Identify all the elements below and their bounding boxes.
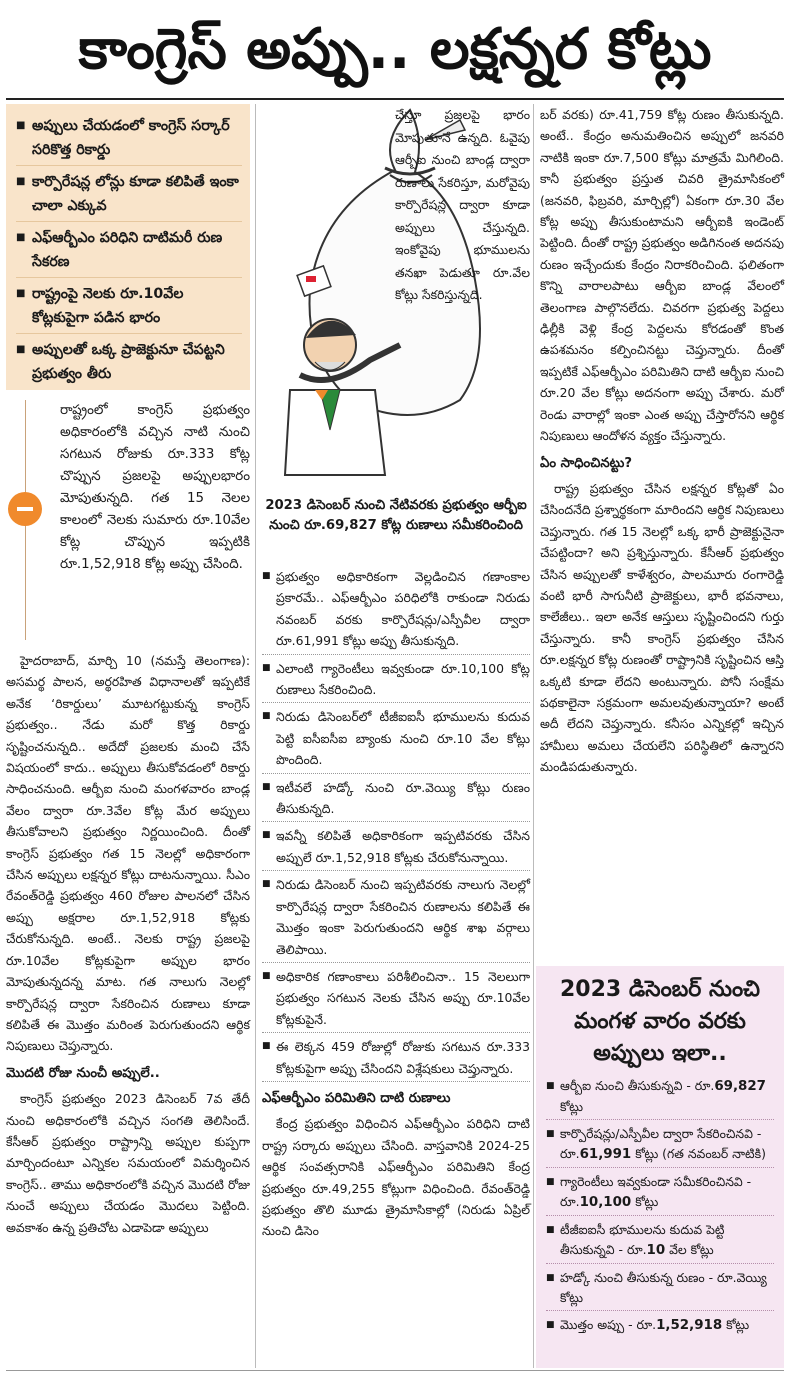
list-item: ■ ఈ లెక్కన 459 రోజుల్లో రోజుకు సగటున రూ.333 కోట్లకుపైగా అప్పు చేసిందని విశ్లేషకులు చెప్తున్నారు. — [262, 1036, 530, 1082]
article-paragraph: బర్ వరకు) రూ.41,759 కోట్ల రుణం తీసుకున్నది. అంటే.. కేంద్రం అనుమతించిన అప్పులో జనవరి నాటికి ఇంకా రూ.7,500 కోట్లు మాత్రమే మిగిలింది. కానీ ప్రభుత్వం ప్రస్తుత చివరి త్రైమాసికంలో (జనవరి, ఫిబ్రవరి, మార్చిల్లో) ఏకంగా రూ.30 వేల కోట్ల అప్పు తీసుకుంటామని ఆర్బీఐకి ఇండెంట్ పెట్టింది. దీంతో రాష్ట్ర ప్రభుత్వం అడిగినంత అదనపు రుణం ఇచ్చేందుకు కేంద్రం నిరాకరించింది. ఫలితంగా కొన్ని వారాలపాటు ఆర్బీఐ బాండ్ల వేలంలో తెలంగాణ పాల్గొనలేదు. చివరగా ప్రభుత్వ పెద్దలు ఢిల్లీకి వెళ్లి కేంద్ర పెద్దలను కోరడంతో కొంత ఉపశమనం కల్పించినట్టు చెప్తున్నారు. దీంతో ఇప్పటికే ఎఫ్ఆర్బీఎం పరిమితిని దాటి ఆర్బీఐ నుంచి రూ.20 వేల కోట్లు అదనంగా అప్పు చేశారు. మరో రెండు వారాల్లో ఇంకా ఎంత అప్పు చేస్తారోనని ఆర్థిక నిపుణులు ఆందోళన వ్యక్తం చేస్తున్నారు. — [540, 107, 784, 444]
article-paragraph: హైదరాబాద్, మార్చి 10 (నమస్తే తెలంగాణ): అసమర్థ పాలన, అర్థరహిత విధానాలతో ఇప్పటికే అనేక ‘రికార్డులు’ మూటగట్టుకున్న కాంగ్రెస్ ప్రభుత్వం.. నేడు మరో కొత్త రికార్డు సృష్టించనున్నది.. అదేదో ప్రజలకు మంచి చేసే విషయంలో కాదు.. అప్పులు తీసుకోవడంలో రికార్డు సాధించనుంది. ఆర్బీఐ నుంచి మంగళవారం బాండ్ల వేలం ద్వారా రూ.3వేల కోట్ల మేర అప్పులు తీసుకోవాలని ప్రభుత్వం నిర్ణయించింది. దీంతో కాంగ్రెస్ ప్రభుత్వం గత 15 నెలల్లో అధికారంగా చేసిన అప్పులు లక్షన్నర కోట్లు దాటనున్నాయి. సీఎం రేవంత్‌రెడ్డి ప్రభుత్వం 460 రోజుల పాలనలో చేసిన అప్పు అక్షరాల రూ.1,52,918 కోట్లకు చేరుకోనున్నది. అంటే.. నెలకు రాష్ట్ర ప్రజలపై రూ.10వేల కోట్లకుపైగా అప్పుల భారం మోపుతున్నదన్న మాట. గత నాలుగు నెలల్లో కార్పొరేషన్ల ద్వారా సేకరించిన రుణాలు కూడా కలిపితే ఈ మొత్తం మరింత పెరుగుతుందని ఆర్థిక నిపుణులు చెప్తున్నారు. — [6, 653, 250, 1054]
minus-icon — [8, 492, 42, 526]
debt-bullet-list — [262, 566, 530, 1082]
highlight-item: ■ ఎఫ్ఆర్బీఎం పరిధిని దాటిమరీ రుణ సేకరణ — [16, 226, 242, 278]
list-item: ■ అధికారిక గణాంకాలు పరిశీలించినా.. 15 నెలలుగా ప్రభుత్వం సగటున నెలకు చేసిన అప్పు రూ.10వేల కోట్లకుపైనే. — [262, 966, 530, 1033]
column-divider — [533, 104, 534, 1368]
highlights-list — [16, 114, 242, 389]
column-3 — [540, 104, 784, 782]
debt-summary-list — [546, 1076, 774, 1338]
highlight-item: ■ రాష్ట్రంపై నెలకు రూ.10వేల కోట్లకుపైగా పడిన భారం — [16, 282, 242, 334]
subheading: మొదటి రోజు నుంచీ అప్పులే.. — [6, 1065, 160, 1081]
highlights-box — [6, 104, 250, 390]
article-paragraph: కాంగ్రెస్ ప్రభుత్వం 2023 డిసెంబర్ 7వ తేదీ నుంచి అధికారంలోకి వచ్చిన సంగతి తెలిసిందే. కేసీఆర్ ప్రభుత్వం రాష్ట్రాన్ని అప్పుల కుప్పగా మార్చిందంటూ ఎన్నికల సమయంలో విమర్శించిన కాంగ్రెస్.. తాము అధికారంలోకి వచ్చిన మొదటి రోజు నుంచే అప్పులు చేయడం మొదలు పెట్టింది. అవకాశం ఉన్న ప్రతిచోట ఎడాపెడా అప్పులు — [6, 1091, 250, 1235]
column-2 — [262, 566, 530, 1246]
article-paragraph: రాష్ట్ర ప్రభుత్వం చేసిన లక్షన్నర కోట్లతో ఏం చేసిందనేది ప్రశ్నార్థకంగా మారిందని ఆర్థిక నిపుణులు చెప్తున్నారు. గత 15 నెలల్లో ఒక్క భారీ ప్రాజెక్టునైనా చేపట్టిందా? అని ప్రశ్నిస్తున్నారు. కేసీఆర్ ప్రభుత్వం చేసిన అప్పులతో కాళేశ్వరం, పాలమూరు రంగారెడ్డి వంటి భారీ సాగునీటి ప్రాజెక్టులు, భారీ భవనాలు, కాలేజీలు.. ఇలా అనేక ఆస్తులు సృష్టించిందని గుర్తు చేస్తున్నారు. కానీ కాంగ్రెస్ ప్రభుత్వం చేసిన రూ.లక్షన్నర కోట్ల రుణంతో రాష్ట్రానికి సృష్టించిన ఆస్తి ఒక్కటి కూడా లేదని అంటున్నారు. పోనీ సంక్షేమ పథకాలైనా సక్రమంగా అమలవుతున్నాయా? అంటే అదీ లేదని చెప్తున్నారు. కనీసం ఎన్నికల్లో ఇచ్చిన హామీలు అమలు చేయలేని పరిస్థితిలో ఉన్నారని మండిపడుతున్నారు. — [540, 480, 784, 775]
list-item: ■ గ్యారెంటీలు ఇవ్వకుండా సమీకరించినవి - రూ.10,100 కోట్లు — [546, 1172, 774, 1216]
list-item: ■ హడ్కో నుంచి తీసుకున్న రుణం - రూ.వెయ్యి కోట్లు — [546, 1268, 774, 1311]
list-item: ■ ఎలాంటి గ్యారెంటీలు ఇవ్వకుండా రూ.10,100 కోట్ల రుణాలు సేకరించింది. — [262, 658, 530, 704]
column-2-intro — [395, 104, 530, 307]
highlight-item: ■ అప్పులు చేయడంలో కాంగ్రెస్ సర్కార్ సరికొత్త రికార్డు — [16, 114, 242, 166]
list-item: ■ కార్పొరేషన్లు/ఎస్పీవీల ద్వారా సేకరించినవి - రూ.61,991 కోట్లు (గత నవంబర్ నాటికి) — [546, 1124, 774, 1168]
callout-heading: 2023 డిసెంబర్ నుంచి నేటివరకు ప్రభుత్వం ఆర్బీఐ నుంచి రూ.69,827 కోట్ల రుణాలు సమీకరించింది — [265, 498, 527, 533]
bottom-rule — [6, 1370, 784, 1371]
debt-summary-box — [536, 966, 784, 1368]
list-item: ■ ఇవన్నీ కలిపితే అధికారికంగా ఇప్పటివరకు చేసిన అప్పులే రూ.1,52,918 కోట్లకు చేరుకోనున్నాయి. — [262, 825, 530, 871]
headline: కాంగ్రెస్ అప్పు.. లక్షన్నర కోట్లు — [78, 17, 712, 82]
box-title: 2023 డిసెంబర్ నుంచి మంగళ వారం వరకు అప్పులు ఇలా.. — [559, 977, 761, 1066]
list-item: ■ నిరుడు డిసెంబర్‌లో టీజీఐఐసీ భూములను కుదువ పెట్టి ఐసీఐసీఐ బ్యాంకు నుంచి రూ.10 వేల కోట్లు పొందింది. — [262, 706, 530, 773]
list-item: ■ ఇటీవలే హడ్కో నుంచి రూ.వెయ్యి కోట్లు రుణం తీసుకున్నది. — [262, 777, 530, 823]
list-item: ■ టీజీఐఐసీ భూములను కుదువ పెట్టి తీసుకున్నవి - రూ.10 వేల కోట్లు — [546, 1220, 774, 1264]
highlight-item: ■ అప్పులతో ఒక్క ప్రాజెక్టునూ చేపట్టని ప్రభుత్వం తీరు — [16, 338, 242, 389]
lede-paragraph: రాష్ట్రంలో కాంగ్రెస్ ప్రభుత్వం అధికారంలోకి వచ్చిన నాటి నుంచి సగటున రోజుకు రూ.333 కోట్ల చొప్పున ప్రజలపై అప్పులభారం మోపుతున్నది. గత 15 నెలల కాలంలో నెలకు సుమారు రూ.10వేల కోట్ల చొప్పున ఇప్పటికి రూ.1,52,918 కోట్ల అప్పు చేసింది. — [60, 403, 250, 572]
list-item: ■ మొత్తం అప్పు - రూ.1,52,918 కోట్లు — [546, 1315, 774, 1338]
column-divider — [255, 104, 256, 1368]
subheading: ఎఫ్ఆర్బీఎం పరిమితిని దాటి రుణాలు — [262, 1090, 451, 1106]
list-item: ■ ప్రభుత్వం అధికారికంగా వెల్లడించిన గణాంకాల ప్రకారమే.. ఎఫ్ఆర్బీఎం పరిధిలోకి రాకుండా నిరుడు నవంబర్ వరకు కార్పొరేషన్లు/ఎస్పీవీల ద్వారా రూ.61,991 కోట్లు అప్పు తీసుకున్నది. — [262, 566, 530, 655]
list-item: ■ ఆర్బీఐ నుంచి తీసుకున్నవి - రూ.69,827 కోట్లు — [546, 1076, 774, 1120]
article-paragraph: చేస్తూ ప్రజలపై భారం మోపుతూనే ఉన్నది. ఓవైపు ఆర్బీఐ నుంచి బాండ్ల ద్వారా రుణాలు సేకరిస్తూ, మరోవైపు కార్పొరేషన్ల ద్వారా కూడా అప్పులు చేస్తున్నది. ఇంకోవైపు భూములను తనఖా పెడుతూ రూ.వేల కోట్లు సేకరిస్తున్నది. — [395, 107, 530, 302]
column-1 — [6, 650, 250, 1242]
subheading: ఏం సాధించినట్టు? — [540, 455, 632, 471]
list-item: ■ నిరుడు డిసెంబర్ నుంచి ఇప్పటివరకు నాలుగు నెలల్లో కార్పొరేషన్ల ద్వారా సేకరించిన రుణాలను కలిపితే ఈ మొత్తం ఇంకా పెరుగుతుందని ఆర్థిక శాఖ వర్గాలు తెలిపాయి. — [262, 874, 530, 963]
highlight-item: ■ కార్పొరేషన్ల లోన్లు కూడా కలిపితే ఇంకా చాలా ఎక్కువ — [16, 170, 242, 222]
article-paragraph: కేంద్ర ప్రభుత్వం విధించిన ఎఫ్ఆర్బీఎం పరిధిని దాటి రాష్ట్ర సర్కారు అప్పులు చేసింది. వాస్తవానికి 2024-25 ఆర్థిక సంవత్సరానికి ఎఫ్ఆర్బీఎం పరిమితిని కేంద్ర ప్రభుత్వం రూ.49,255 కోట్లుగా విధించింది. రేవంత్‌రెడ్డి ప్రభుత్వం తొలి మూడు త్రైమాసికాల్లో (నిరుడు ఏప్రిల్ నుంచి డిసెం — [262, 1116, 530, 1239]
